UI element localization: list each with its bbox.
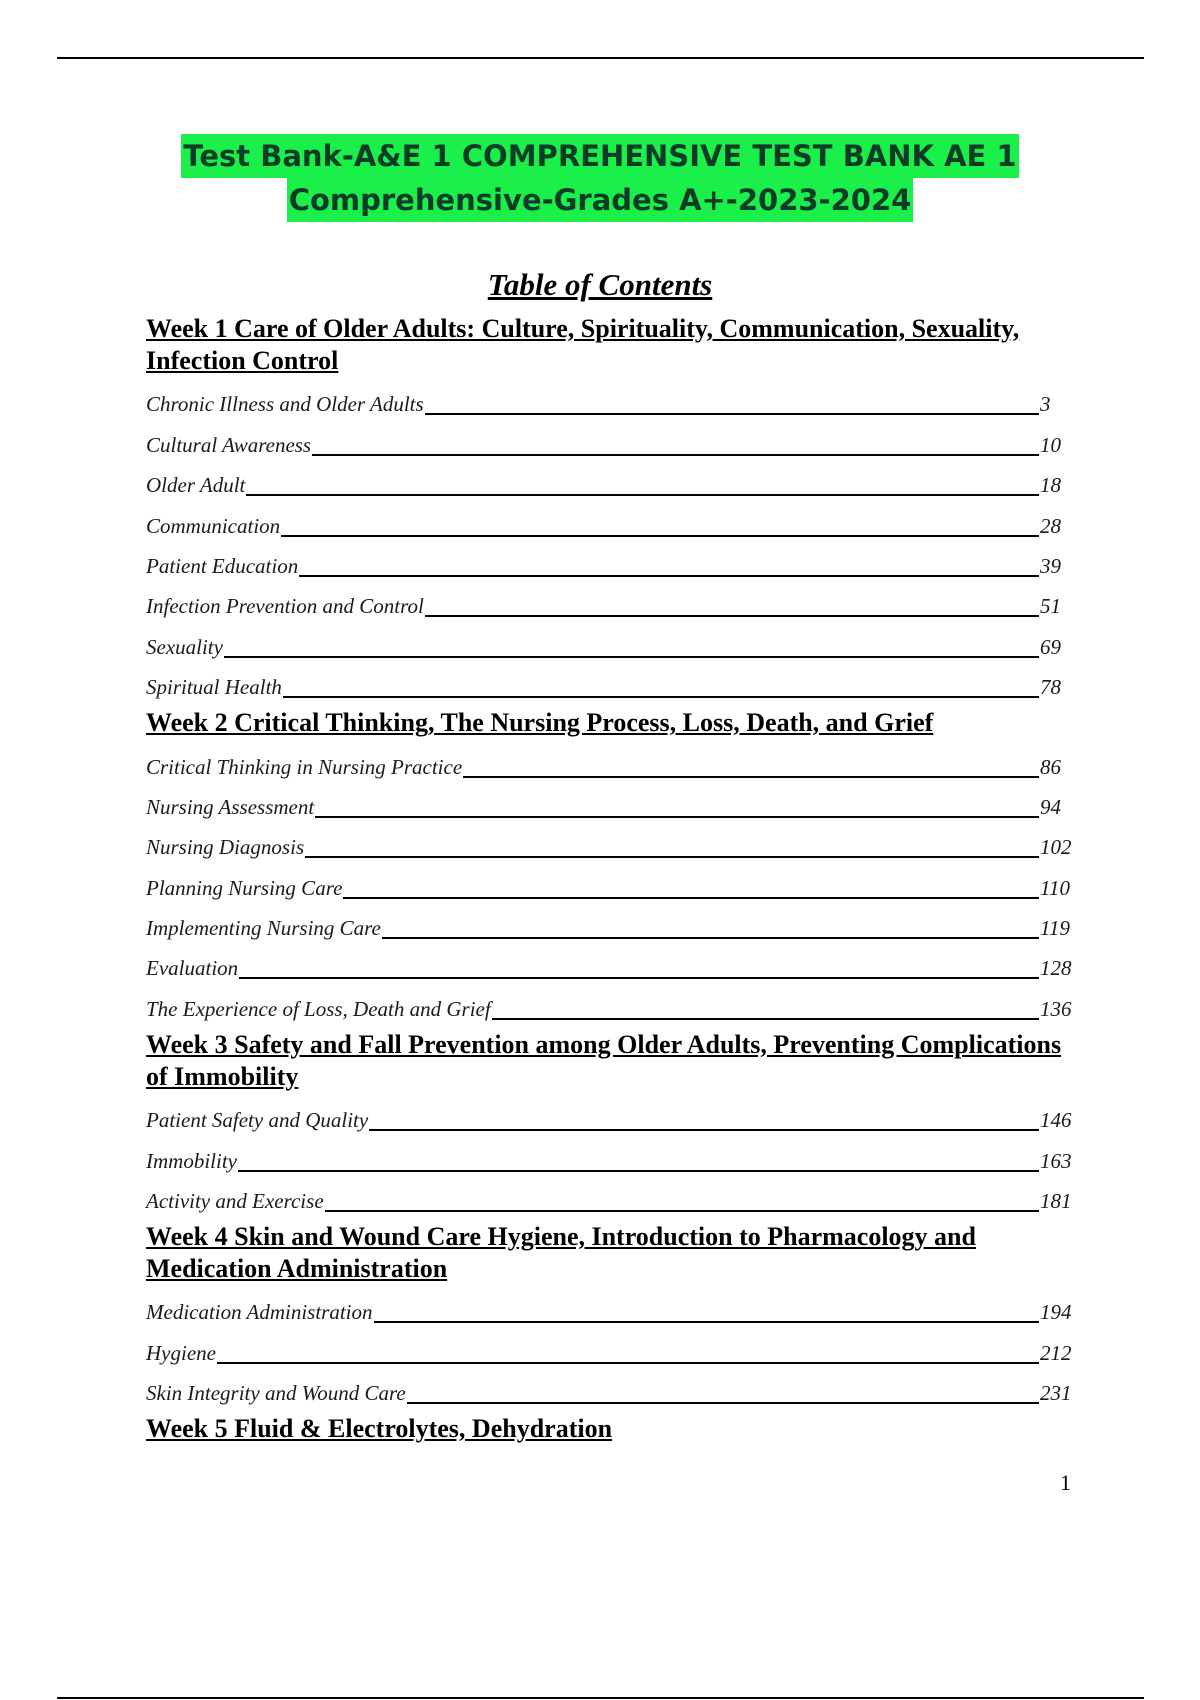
- toc-entry-label: Communication: [146, 513, 281, 538]
- toc-entry[interactable]: [146, 985, 1084, 1025]
- toc-entry-label: Patient Safety and Quality: [146, 1108, 369, 1133]
- leader-line: [325, 1210, 1039, 1212]
- toc-entry[interactable]: [146, 421, 1084, 461]
- leader-line: [492, 1018, 1039, 1020]
- leader-line: [425, 615, 1039, 617]
- toc-entry-label: Nursing Assessment: [146, 794, 315, 819]
- toc-entry-label: Immobility: [146, 1148, 237, 1173]
- toc-entry-page: 110: [1040, 875, 1070, 900]
- document-title: [0, 134, 1200, 222]
- toc-entry[interactable]: [146, 743, 1084, 783]
- toc-entry-label: Activity and Exercise: [146, 1189, 324, 1214]
- week-heading[interactable]: Week 5 Fluid & Electrolytes, Dehydration: [146, 1414, 613, 1444]
- week-heading[interactable]: Week 1 Care of Older Adults: Culture, Spirituality, Communication, Sexuality, Infection Control: [146, 314, 1020, 375]
- toc-entry-label: Cultural Awareness: [146, 432, 312, 457]
- title-line-1: Test Bank-A&E 1 COMPREHENSIVE TEST BANK AE 1: [181, 134, 1018, 178]
- leader-line: [343, 897, 1039, 899]
- leader-line: [217, 1362, 1039, 1364]
- toc-entry[interactable]: [146, 824, 1084, 864]
- toc-entry-page: 51: [1040, 594, 1061, 619]
- leader-line: [425, 413, 1039, 415]
- toc-entry-page: 10: [1040, 432, 1061, 457]
- week-heading[interactable]: Week 3 Safety and Fall Prevention among Older Adults, Preventing Complications of Immobility: [146, 1029, 1062, 1091]
- leader-line: [312, 454, 1039, 456]
- week-heading[interactable]: Week 2 Critical Thinking, The Nursing Process, Loss, Death, and Grief: [146, 708, 934, 738]
- toc-entry-label: Infection Prevention and Control: [146, 594, 424, 619]
- toc-entry[interactable]: [146, 583, 1084, 623]
- toc-entry-page: 86: [1040, 754, 1061, 779]
- toc-entry-page: 78: [1040, 675, 1061, 700]
- toc-entry-page: 146: [1040, 1108, 1072, 1133]
- toc-entry[interactable]: [146, 1178, 1084, 1218]
- leader-line: [315, 816, 1039, 818]
- toc-entry[interactable]: [146, 1097, 1084, 1137]
- toc-entry[interactable]: [146, 945, 1084, 985]
- toc-entry-page: 231: [1040, 1381, 1072, 1406]
- bottom-rule: [57, 1697, 1144, 1699]
- table-of-contents: [146, 310, 1084, 1449]
- leader-line: [407, 1402, 1039, 1404]
- toc-entry-page: 194: [1040, 1300, 1072, 1325]
- toc-entry-page: 181: [1040, 1189, 1072, 1214]
- leader-line: [299, 575, 1039, 577]
- toc-entry[interactable]: [146, 1329, 1084, 1369]
- toc-entry-page: 39: [1040, 553, 1061, 578]
- toc-entry[interactable]: [146, 462, 1084, 502]
- toc-entry-label: Evaluation: [146, 956, 239, 981]
- toc-entry-label: Hygiene: [146, 1340, 216, 1365]
- leader-line: [224, 656, 1039, 658]
- toc-entry-label: Older Adult: [146, 473, 246, 498]
- toc-entry[interactable]: [146, 864, 1084, 904]
- toc-entry-label: Skin Integrity and Wound Care: [146, 1381, 406, 1406]
- toc-entry[interactable]: [146, 905, 1084, 945]
- toc-entry-label: Sexuality: [146, 634, 223, 659]
- leader-line: [238, 1170, 1039, 1172]
- title-line-2: Comprehensive-Grades A+-2023-2024: [287, 178, 914, 222]
- leader-line: [305, 856, 1039, 858]
- toc-entry[interactable]: [146, 381, 1084, 421]
- top-rule: [57, 57, 1144, 59]
- leader-line: [239, 977, 1039, 979]
- toc-entry-page: 94: [1040, 794, 1061, 819]
- toc-entry[interactable]: [146, 1289, 1084, 1329]
- toc-entry-label: The Experience of Loss, Death and Grief: [146, 996, 491, 1021]
- toc-entry[interactable]: [146, 502, 1084, 542]
- leader-line: [374, 1321, 1039, 1323]
- toc-entry-page: 102: [1040, 835, 1072, 860]
- toc-entry-page: 212: [1040, 1340, 1072, 1365]
- toc-entry-label: Nursing Diagnosis: [146, 835, 305, 860]
- toc-entry-page: 163: [1040, 1148, 1072, 1173]
- toc-entry[interactable]: [146, 543, 1084, 583]
- leader-line: [281, 535, 1039, 537]
- toc-entry-label: Implementing Nursing Care: [146, 916, 381, 941]
- toc-entry-label: Planning Nursing Care: [146, 875, 343, 900]
- toc-entry-page: 28: [1040, 513, 1061, 538]
- leader-line: [283, 696, 1039, 698]
- toc-entry[interactable]: [146, 664, 1084, 704]
- toc-heading: Table of Contents: [487, 267, 713, 302]
- toc-entry-page: 18: [1040, 473, 1061, 498]
- toc-entry-label: Patient Education: [146, 553, 299, 578]
- toc-entry[interactable]: [146, 1137, 1084, 1177]
- leader-line: [382, 937, 1039, 939]
- toc-entry-label: Spiritual Health: [146, 675, 282, 700]
- toc-entry[interactable]: [146, 623, 1084, 663]
- toc-entry-page: 69: [1040, 634, 1061, 659]
- toc-entry-page: 119: [1040, 916, 1070, 941]
- toc-entry-label: Medication Administration: [146, 1300, 373, 1325]
- toc-entry-page: 128: [1040, 956, 1072, 981]
- toc-entry[interactable]: [146, 1370, 1084, 1410]
- toc-entry-page: 3: [1040, 392, 1051, 417]
- toc-entry[interactable]: [146, 784, 1084, 824]
- leader-line: [463, 776, 1039, 778]
- toc-entry-label: Chronic Illness and Older Adults: [146, 392, 424, 417]
- page-number: 1: [1060, 1470, 1071, 1495]
- leader-line: [246, 494, 1039, 496]
- leader-line: [369, 1129, 1039, 1131]
- toc-entry-label: Critical Thinking in Nursing Practice: [146, 754, 463, 779]
- week-heading[interactable]: Week 4 Skin and Wound Care Hygiene, Introduction to Pharmacology and Medication Administration: [146, 1222, 976, 1284]
- toc-entry-page: 136: [1040, 996, 1072, 1021]
